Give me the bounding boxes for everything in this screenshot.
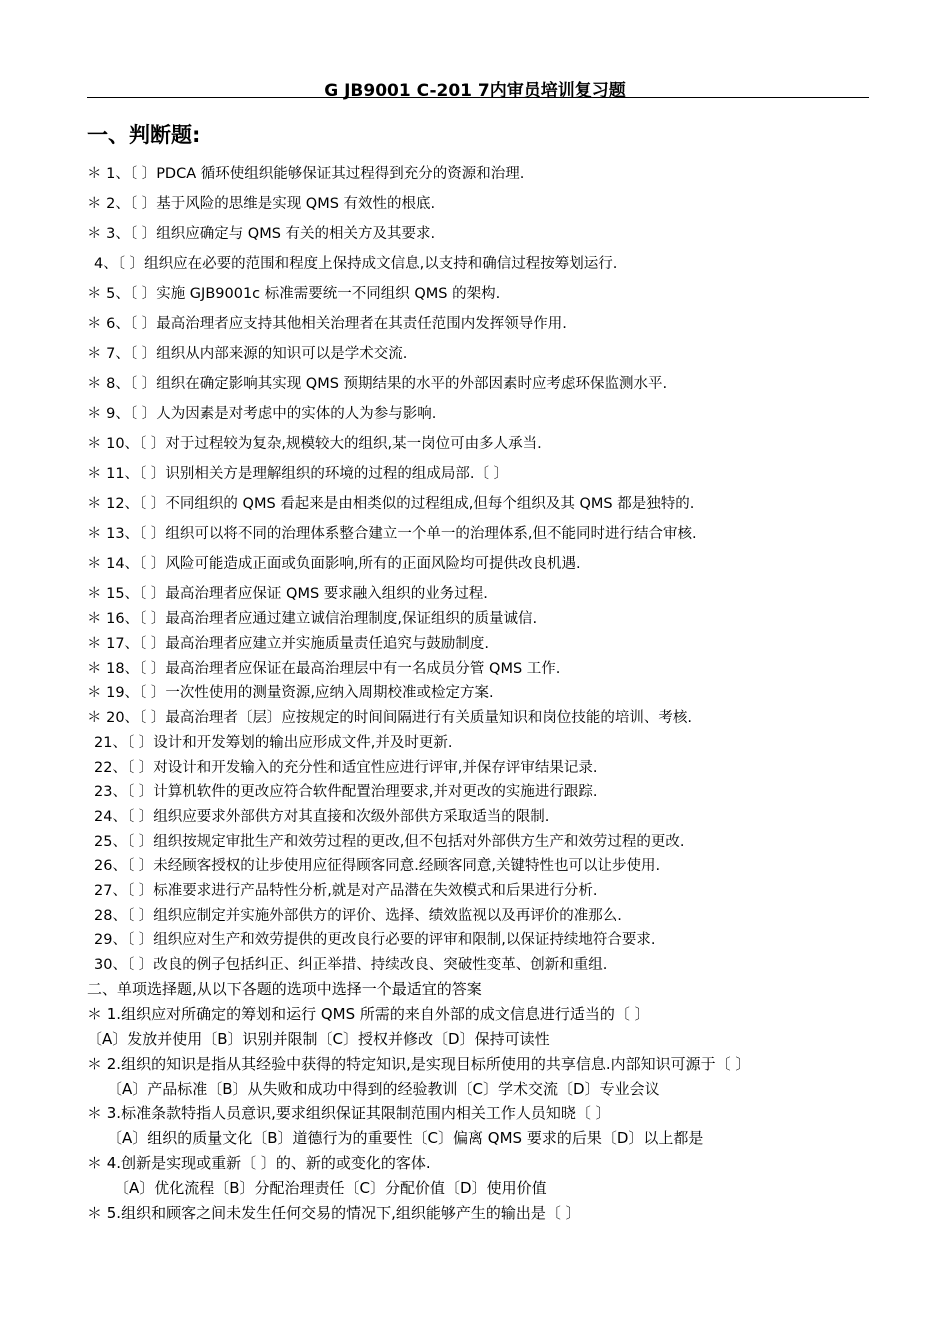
mc-question: ＊ 4.创新是实现或重新〔 〕的、新的或变化的客体.: [87, 1154, 431, 1172]
tf-item: ＊ 18、〔 〕最高治理者应保证在最高治理层中有一名成员分管 QMS 工作.: [87, 661, 561, 677]
tf-item: 30、〔 〕改良的例子包括纠正、纠正举措、持续改良、突破性变革、创新和重组.: [94, 957, 608, 973]
tf-item: ＊ 2、〔 〕基于风险的思维是实现 QMS 有效性的根底.: [87, 196, 436, 212]
tf-item: ＊ 17、〔 〕最高治理者应建立并实施质量责任追究与鼓励制度.: [87, 636, 490, 652]
tf-item: 23、〔 〕计算机软件的更改应符合软件配置治理要求,并对更改的实施进行跟踪.: [94, 784, 598, 800]
mc-options: 〔A〕优化流程〔B〕分配治理责任〔C〕分配价值〔D〕使用价值: [114, 1179, 547, 1197]
tf-item: ＊ 12、〔 〕不同组织的 QMS 看起来是由相类似的过程组成,但每个组织及其 QMS 都是独特的.: [87, 496, 695, 512]
tf-item: 21、〔 〕设计和开发筹划的输出应形成文件,并及时更新.: [94, 735, 453, 751]
mc-question: ＊ 2.组织的知识是指从其经验中获得的特定知识,是实现目标所使用的共享信息.内部知识可源于〔 〕: [87, 1055, 751, 1073]
tf-item: ＊ 9、〔 〕人为因素是对考虑中的实体的人为参与影响.: [87, 406, 437, 422]
tf-item: 22、〔 〕对设计和开发输入的充分性和适宜性应进行评审,并保存评审结果记录.: [94, 760, 598, 776]
tf-item: 27、〔 〕标准要求进行产品特性分析,就是对产品潜在失效模式和后果进行分析.: [94, 883, 598, 899]
document-title: G JB9001 C-201 7内审员培训复习题: [324, 81, 626, 101]
tf-item: ＊ 15、〔 〕最高治理者应保证 QMS 要求融入组织的业务过程.: [87, 586, 488, 602]
mc-options: 〔A〕发放并使用〔B〕识别并限制〔C〕授权并修改〔D〕保持可读性: [87, 1030, 550, 1048]
tf-item: ＊ 14、〔 〕风险可能造成正面或负面影响,所有的正面风险均可提供改良机遇.: [87, 556, 581, 572]
tf-item: 26、〔 〕未经顾客授权的让步使用应征得顾客同意.经顾客同意,关键特性也可以让步使用.: [94, 858, 661, 874]
tf-item: 25、〔 〕组织按规定审批生产和效劳过程的更改,但不包括对外部供方生产和效劳过程的更改.: [94, 834, 685, 850]
tf-item: ＊ 7、〔 〕组织从内部来源的知识可以是学术交流.: [87, 346, 408, 362]
mc-question: ＊ 3.标准条款特指人员意识,要求组织保证其限制范围内相关工作人员知晓〔 〕: [87, 1104, 611, 1122]
tf-item: ＊ 13、〔 〕组织可以将不同的治理体系整合建立一个单一的治理体系,但不能同时进行结合审核.: [87, 526, 697, 542]
tf-item: ＊ 3、〔 〕组织应确定与 QMS 有关的相关方及其要求.: [87, 226, 436, 242]
tf-item: ＊ 11、〔 〕识别相关方是理解组织的环境的过程的组成局部.〔 〕: [87, 466, 509, 482]
mc-question: ＊ 1.组织应对所确定的筹划和运行 QMS 所需的来自外部的成文信息进行适当的〔 〕: [87, 1005, 650, 1023]
section-heading-multiple-choice: 二、单项选择题,从以下各题的选项中选择一个最适宜的答案: [87, 980, 482, 998]
tf-item: ＊ 8、〔 〕组织在确定影响其实现 QMS 预期结果的水平的外部因素时应考虑环保监测水平.: [87, 376, 668, 392]
tf-item: 28、〔 〕组织应制定并实施外部供方的评价、选择、绩效监视以及再评价的准那么.: [94, 908, 622, 924]
title-underline: [87, 97, 869, 98]
tf-item: 4、〔 〕组织应在必要的范围和程度上保持成文信息,以支持和确信过程按筹划运行.: [94, 256, 618, 272]
tf-item: ＊ 10、〔 〕对于过程较为复杂,规模较大的组织,某一岗位可由多人承当.: [87, 436, 542, 452]
tf-item: ＊ 1、〔 〕PDCA 循环使组织能够保证其过程得到充分的资源和治理.: [87, 166, 525, 182]
section-heading-true-false: 一、判断题:: [87, 123, 201, 147]
mc-options: 〔A〕产品标准〔B〕从失败和成功中得到的经验教训〔C〕学术交流〔D〕专业会议: [107, 1080, 660, 1098]
tf-item: 24、〔 〕组织应要求外部供方对其直接和次级外部供方采取适当的限制.: [94, 809, 550, 825]
tf-item: 29、〔 〕组织应对生产和效劳提供的更改良行必要的评审和限制,以保证持续地符合要求.: [94, 932, 656, 948]
tf-item: ＊ 5、〔 〕实施 GJB9001c 标准需要统一不同组织 QMS 的架构.: [87, 286, 501, 302]
tf-item: ＊ 6、〔 〕最高治理者应支持其他相关治理者在其责任范围内发挥领导作用.: [87, 316, 567, 332]
mc-question: ＊ 5.组织和顾客之间未发生任何交易的情况下,组织能够产生的输出是〔 〕: [87, 1204, 581, 1222]
tf-item: ＊ 19、〔 〕一次性使用的测量资源,应纳入周期校准或检定方案.: [87, 685, 494, 701]
tf-item: ＊ 16、〔 〕最高治理者应通过建立诚信治理制度,保证组织的质量诚信.: [87, 611, 538, 627]
tf-item: ＊ 20、〔 〕最高治理者〔层〕应按规定的时间间隔进行有关质量知识和岗位技能的培训、考核.: [87, 710, 693, 726]
mc-options: 〔A〕组织的质量文化〔B〕道德行为的重要性〔C〕偏离 QMS 要求的后果〔D〕以上都是: [107, 1129, 704, 1147]
